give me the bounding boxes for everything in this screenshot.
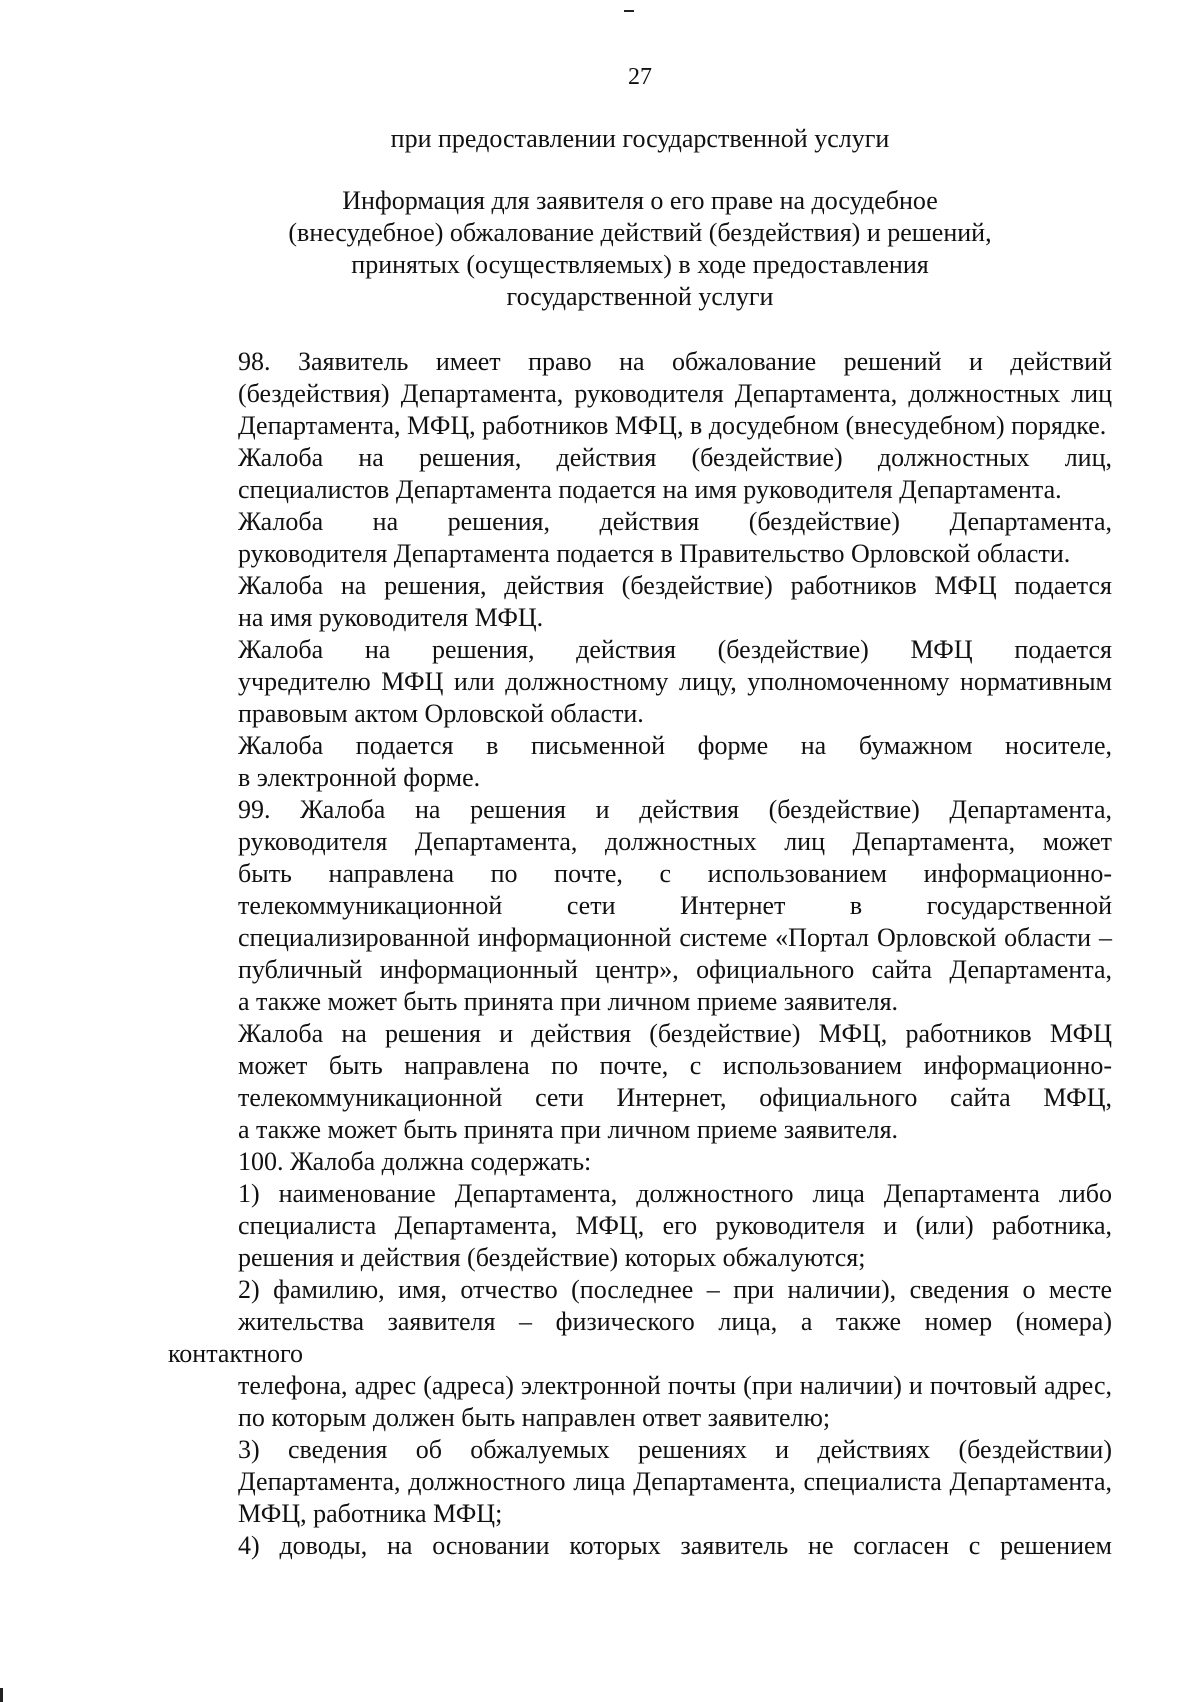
paragraph xyxy=(168,506,1112,570)
text-line: быть направлена по почте, с использованием информационно- xyxy=(238,859,1112,888)
text-line: жительства заявителя – физического лица, а также номер (номера) контактного xyxy=(168,1307,1112,1368)
text-line: 1) наименование Департамента, должностного лица Департамента либо xyxy=(238,1179,1112,1208)
section-title-line: принятых (осуществляемых) в ходе предоставления xyxy=(351,250,929,279)
text-line: Жалоба на решения, действия (бездействие) работников МФЦ подается xyxy=(238,571,1112,600)
text-line: Жалоба на решения, действия (бездействие) МФЦ подается xyxy=(238,635,1112,664)
text-line: 4) доводы, на основании которых заявитель не согласен с решением xyxy=(238,1531,1112,1560)
text-line: телекоммуникационной сети Интернет, официального сайта МФЦ, xyxy=(238,1083,1112,1112)
text-line: публичный информационный центр», официального сайта Департамента, xyxy=(238,955,1112,984)
text-line: Жалоба на решения, действия (бездействие) Департамента, xyxy=(238,507,1112,536)
text-line: Жалоба на решения, действия (бездействие) должностных лиц, xyxy=(238,443,1112,472)
paragraph xyxy=(168,1178,1112,1274)
text-line: может быть направлена по почте, с использованием информационно- xyxy=(238,1051,1112,1080)
text-line: (бездействия) Департамента, руководителя Департамента, должностных лиц xyxy=(238,379,1112,408)
section-title-line: государственной услуги xyxy=(506,282,774,311)
section-title xyxy=(0,185,1200,313)
section-title-line: (внесудебное) обжалование действий (бездействия) и решений, xyxy=(288,218,992,247)
text-line: по которым должен быть направлен ответ заявителю; xyxy=(238,1403,831,1432)
paragraph xyxy=(168,1018,1112,1146)
paragraph xyxy=(168,346,1112,442)
text-line: Жалоба подается в письменной форме на бумажном носителе, xyxy=(238,731,1112,760)
text-line: 98. Заявитель имеет право на обжалование решений и действий xyxy=(238,347,1112,376)
text-line: Департамента, должностного лица Департамента, специалиста Департамента, xyxy=(238,1467,1112,1496)
text-line: 100. Жалоба должна содержать: xyxy=(238,1147,592,1176)
paragraph xyxy=(168,570,1112,634)
text-line: специализированной информационной системе «Портал Орловской области – xyxy=(238,923,1112,952)
text-line: правовым актом Орловской области. xyxy=(238,699,644,728)
text-line: Жалоба на решения и действия (бездействие) МФЦ, работников МФЦ xyxy=(238,1019,1112,1048)
page-number: 27 xyxy=(628,64,652,90)
paragraph xyxy=(168,1530,1112,1562)
text-line: а также может быть принята при личном приеме заявителя. xyxy=(238,1115,899,1144)
text-line: руководителя Департамента подается в Правительство Орловской области. xyxy=(238,539,1071,568)
text-line: специалиста Департамента, МФЦ, его руководителя и (или) работника, xyxy=(238,1211,1112,1240)
text-line: на имя руководителя МФЦ. xyxy=(238,603,544,632)
paragraph xyxy=(168,1146,1112,1178)
scan-artifact xyxy=(0,1688,3,1702)
text-line: телекоммуникационной сети Интернет в государственной xyxy=(238,891,1112,920)
paragraph xyxy=(168,1274,1112,1434)
text-line: решения и действия (бездействие) которых обжалуются; xyxy=(238,1243,866,1272)
paragraph xyxy=(168,1434,1112,1530)
text-line: а также может быть принята при личном приеме заявителя. xyxy=(238,987,899,1016)
paragraph xyxy=(168,730,1112,794)
text-line: руководителя Департамента, должностных лиц Департамента, может xyxy=(238,827,1112,856)
text-line: 99. Жалоба на решения и действия (бездействие) Департамента, xyxy=(238,795,1112,824)
paragraph xyxy=(168,794,1112,1018)
text-line: в электронной форме. xyxy=(238,763,481,792)
text-line: учредителю МФЦ или должностному лицу, уполномоченному нормативным xyxy=(238,667,1112,696)
scan-artifact xyxy=(624,10,634,12)
document-body xyxy=(168,346,1112,1562)
paragraph xyxy=(168,442,1112,506)
text-line: 2) фамилию, имя, отчество (последнее – при наличии), сведения о месте xyxy=(238,1275,1112,1304)
text-line: МФЦ, работника МФЦ; xyxy=(238,1499,503,1528)
text-line: телефона, адрес (адреса) электронной почты (при наличии) и почтовый адрес, xyxy=(238,1371,1112,1400)
section-title-line: Информация для заявителя о его праве на досудебное xyxy=(342,186,938,215)
text-line: специалистов Департамента подается на имя руководителя Департамента. xyxy=(238,475,1062,504)
continued-heading: при предоставлении государственной услуги xyxy=(390,124,890,153)
paragraph xyxy=(168,634,1112,730)
text-line: 3) сведения об обжалуемых решениях и действиях (бездействии) xyxy=(238,1435,1112,1464)
text-line: Департамента, МФЦ, работников МФЦ, в досудебном (внесудебном) порядке. xyxy=(238,411,1107,440)
